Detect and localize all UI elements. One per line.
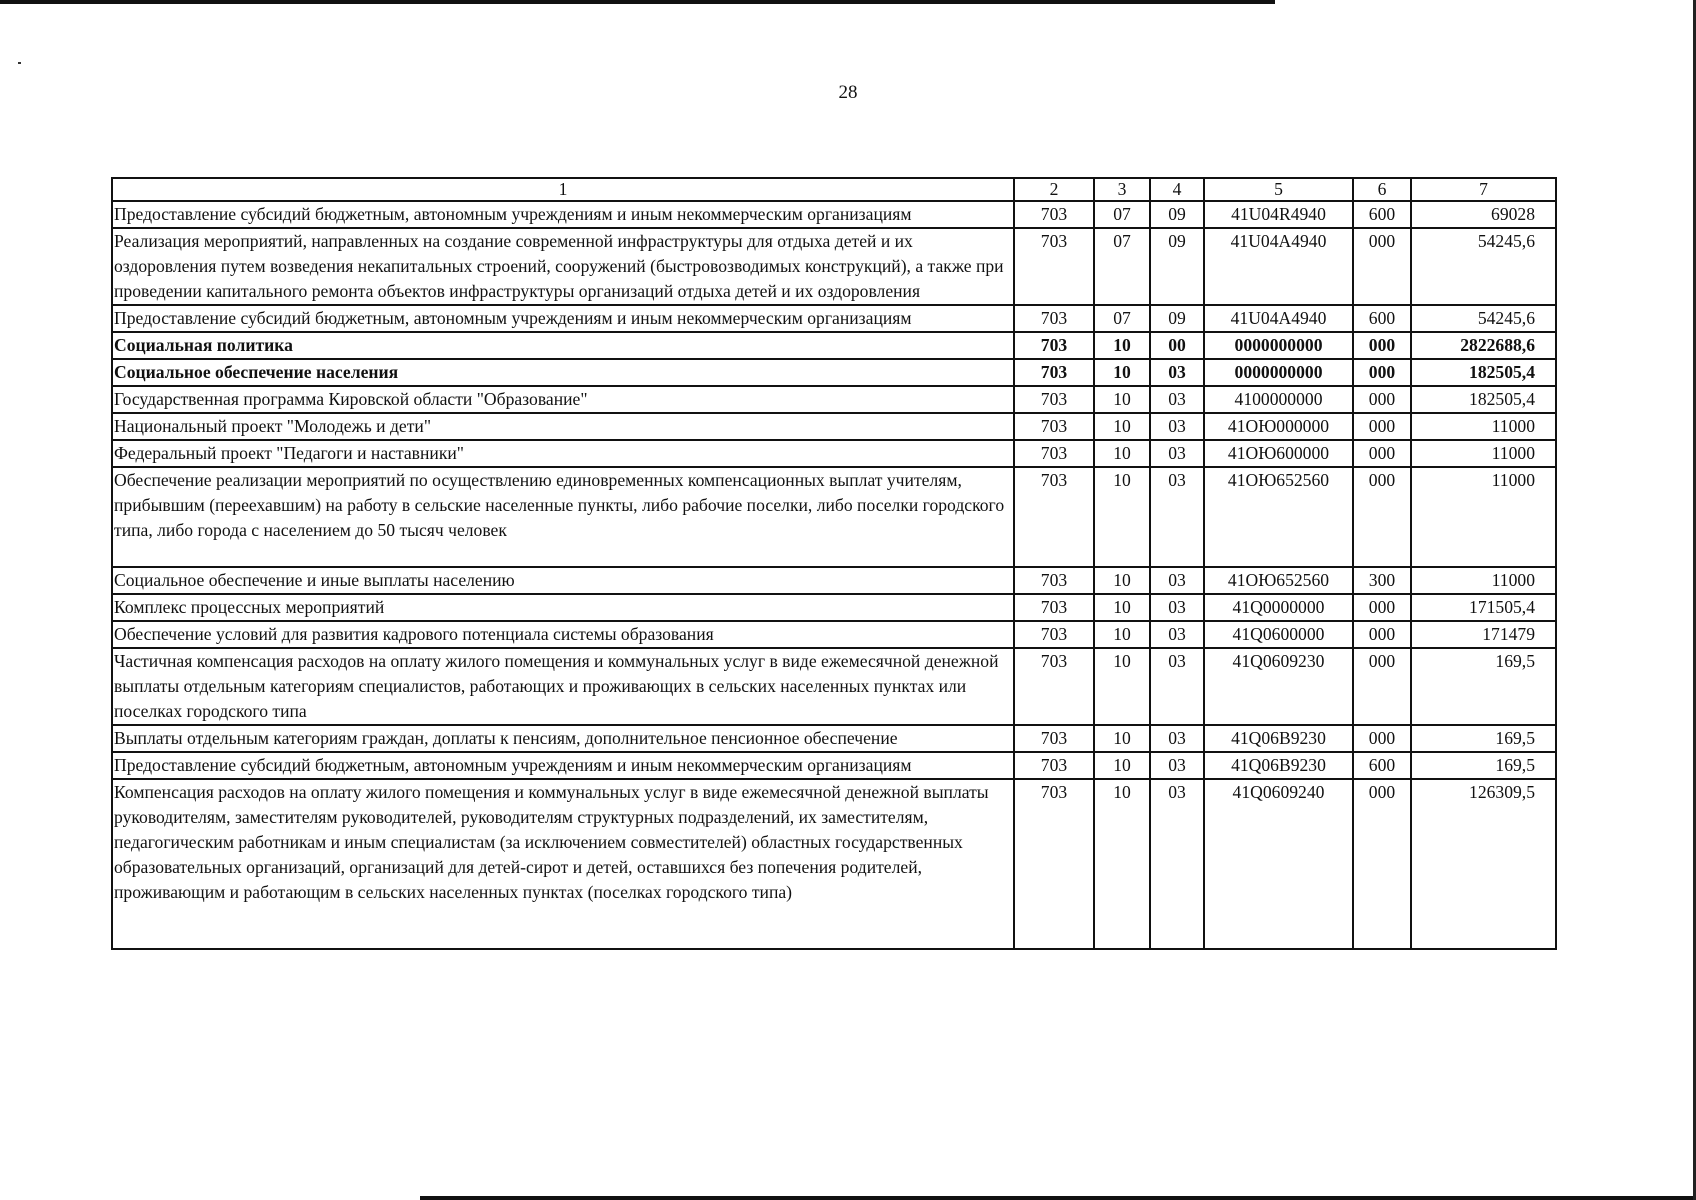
cell-amount: 2822688,6 (1411, 332, 1556, 359)
cell-code-4: 03 (1150, 725, 1204, 752)
cell-code-6: 000 (1353, 228, 1411, 305)
cell-code-4: 03 (1150, 413, 1204, 440)
cell-code-3: 10 (1094, 332, 1150, 359)
cell-code-2: 703 (1014, 594, 1094, 621)
row-name: Национальный проект "Молодежь и дети" (112, 413, 1014, 440)
cell-code-6: 600 (1353, 201, 1411, 228)
cell-code-3: 10 (1094, 779, 1150, 949)
cell-code-2: 703 (1014, 467, 1094, 567)
row-name: Предоставление субсидий бюджетным, автономным учреждениям и иным некоммерческим организациям (112, 752, 1014, 779)
column-header: 4 (1150, 178, 1204, 201)
cell-amount: 182505,4 (1411, 386, 1556, 413)
cell-amount: 11000 (1411, 440, 1556, 467)
table-row (112, 621, 1556, 648)
cell-code-2: 703 (1014, 386, 1094, 413)
cell-code-6: 600 (1353, 752, 1411, 779)
cell-code-4: 09 (1150, 305, 1204, 332)
row-name: Социальное обеспечение и иные выплаты населению (112, 567, 1014, 594)
cell-amount: 171505,4 (1411, 594, 1556, 621)
cell-amount: 54245,6 (1411, 228, 1556, 305)
row-name: Федеральный проект "Педагоги и наставники" (112, 440, 1014, 467)
cell-amount: 169,5 (1411, 648, 1556, 725)
column-header: 5 (1204, 178, 1353, 201)
cell-code-5: 41Q0600000 (1204, 621, 1353, 648)
cell-code-2: 703 (1014, 567, 1094, 594)
cell-code-3: 07 (1094, 228, 1150, 305)
table-row (112, 594, 1556, 621)
table-row (112, 386, 1556, 413)
page-number: 28 (838, 82, 858, 103)
cell-code-3: 10 (1094, 467, 1150, 567)
cell-code-4: 03 (1150, 621, 1204, 648)
row-name: Предоставление субсидий бюджетным, автономным учреждениям и иным некоммерческим организациям (112, 305, 1014, 332)
cell-code-3: 10 (1094, 621, 1150, 648)
cell-code-2: 703 (1014, 648, 1094, 725)
cell-code-3: 10 (1094, 440, 1150, 467)
cell-code-3: 10 (1094, 413, 1150, 440)
table-row (112, 359, 1556, 386)
table-row (112, 467, 1556, 567)
cell-code-4: 03 (1150, 440, 1204, 467)
cell-code-6: 000 (1353, 594, 1411, 621)
row-name: Компенсация расходов на оплату жилого помещения и коммунальных услуг в виде ежемесячной денежной выплаты руководителям, заместителям руководителей, руководителям структурных подразделений, их заместителям, педагогическим работникам и иным специалистам (за исключением совместителей) областных государственных образовательных организаций, организаций для детей-сирот и детей, оставшихся без попечения родителей, проживающим и работающим в сельских населенных пунктах (поселках городского типа) (112, 779, 1014, 949)
cell-code-3: 10 (1094, 594, 1150, 621)
table-header-row (112, 178, 1556, 201)
table-row (112, 648, 1556, 725)
cell-code-2: 703 (1014, 752, 1094, 779)
row-name: Государственная программа Кировской области "Образование" (112, 386, 1014, 413)
table-row (112, 305, 1556, 332)
cell-amount: 54245,6 (1411, 305, 1556, 332)
cell-code-5: 41Q06B9230 (1204, 725, 1353, 752)
row-name: Частичная компенсация расходов на оплату жилого помещения и коммунальных услуг в виде ежемесячной денежной выплаты отдельным категориям специалистов, работающих и проживающих в сельских населенных пунктах или поселках городского типа (112, 648, 1014, 725)
cell-code-5: 41ОЮ652560 (1204, 467, 1353, 567)
cell-code-3: 10 (1094, 648, 1150, 725)
cell-code-5: 41Q06B9230 (1204, 752, 1353, 779)
cell-code-3: 10 (1094, 752, 1150, 779)
cell-code-5: 41Q0609240 (1204, 779, 1353, 949)
cell-code-6: 000 (1353, 332, 1411, 359)
column-header: 3 (1094, 178, 1150, 201)
cell-code-2: 703 (1014, 201, 1094, 228)
cell-code-5: 4100000000 (1204, 386, 1353, 413)
cell-code-5: 41ОЮ652560 (1204, 567, 1353, 594)
cell-code-4: 03 (1150, 567, 1204, 594)
table-row (112, 413, 1556, 440)
cell-code-4: 00 (1150, 332, 1204, 359)
column-header: 2 (1014, 178, 1094, 201)
cell-code-6: 600 (1353, 305, 1411, 332)
table-row (112, 332, 1556, 359)
column-header: 7 (1411, 178, 1556, 201)
cell-code-6: 000 (1353, 386, 1411, 413)
cell-code-6: 000 (1353, 621, 1411, 648)
row-name: Предоставление субсидий бюджетным, автономным учреждениям и иным некоммерческим организациям (112, 201, 1014, 228)
table-row (112, 725, 1556, 752)
cell-code-5: 41Q0609230 (1204, 648, 1353, 725)
cell-code-4: 03 (1150, 752, 1204, 779)
cell-code-4: 09 (1150, 228, 1204, 305)
cell-code-4: 03 (1150, 467, 1204, 567)
row-name: Выплаты отдельным категориям граждан, доплаты к пенсиям, дополнительное пенсионное обеспечение (112, 725, 1014, 752)
cell-code-6: 000 (1353, 359, 1411, 386)
table-row (112, 201, 1556, 228)
cell-code-5: 0000000000 (1204, 332, 1353, 359)
cell-amount: 11000 (1411, 413, 1556, 440)
cell-code-2: 703 (1014, 228, 1094, 305)
cell-code-3: 10 (1094, 386, 1150, 413)
cell-amount: 11000 (1411, 467, 1556, 567)
cell-amount: 182505,4 (1411, 359, 1556, 386)
cell-code-2: 703 (1014, 332, 1094, 359)
table-row (112, 228, 1556, 305)
cell-code-5: 41U04R4940 (1204, 201, 1353, 228)
row-name: Комплекс процессных мероприятий (112, 594, 1014, 621)
row-name: Реализация мероприятий, направленных на создание современной инфраструктуры для отдыха детей и их оздоровления путем возведения некапитальных строений, сооружений (быстровозводимых конструкций), а также при проведении капитального ремонта объектов инфраструктуры организаций отдыха детей и их оздоровления (112, 228, 1014, 305)
table-row (112, 779, 1556, 949)
cell-code-5: 0000000000 (1204, 359, 1353, 386)
cell-code-5: 41U04A4940 (1204, 228, 1353, 305)
column-header: 6 (1353, 178, 1411, 201)
cell-code-2: 703 (1014, 359, 1094, 386)
cell-amount: 126309,5 (1411, 779, 1556, 949)
cell-code-6: 000 (1353, 413, 1411, 440)
cell-code-5: 41Q0000000 (1204, 594, 1353, 621)
table-row (112, 440, 1556, 467)
top-scan-border (0, 0, 1275, 4)
cell-code-2: 703 (1014, 440, 1094, 467)
cell-code-5: 41ОЮ000000 (1204, 413, 1353, 440)
cell-code-3: 10 (1094, 567, 1150, 594)
cell-code-4: 03 (1150, 648, 1204, 725)
cell-code-6: 000 (1353, 779, 1411, 949)
cell-code-3: 10 (1094, 359, 1150, 386)
cell-amount: 11000 (1411, 567, 1556, 594)
scan-speck (18, 62, 21, 64)
cell-code-6: 000 (1353, 648, 1411, 725)
cell-amount: 69028 (1411, 201, 1556, 228)
cell-code-6: 000 (1353, 440, 1411, 467)
cell-code-6: 000 (1353, 725, 1411, 752)
bottom-scan-border (420, 1196, 1696, 1200)
row-name: Обеспечение реализации мероприятий по осуществлению единовременных компенсационных выплат учителям, прибывшим (переехавшим) на работу в сельские населенные пункты, либо рабочие поселки, либо поселки городского типа, либо города с населением до 50 тысяч человек (112, 467, 1014, 567)
cell-amount: 169,5 (1411, 752, 1556, 779)
cell-amount: 169,5 (1411, 725, 1556, 752)
cell-code-4: 03 (1150, 594, 1204, 621)
cell-code-4: 03 (1150, 386, 1204, 413)
cell-code-3: 07 (1094, 201, 1150, 228)
row-name: Обеспечение условий для развития кадрового потенциала системы образования (112, 621, 1014, 648)
cell-code-6: 300 (1353, 567, 1411, 594)
column-header: 1 (112, 178, 1014, 201)
cell-code-2: 703 (1014, 779, 1094, 949)
cell-code-4: 03 (1150, 779, 1204, 949)
cell-amount: 171479 (1411, 621, 1556, 648)
cell-code-4: 09 (1150, 201, 1204, 228)
cell-code-5: 41U04A4940 (1204, 305, 1353, 332)
cell-code-4: 03 (1150, 359, 1204, 386)
cell-code-2: 703 (1014, 621, 1094, 648)
cell-code-2: 703 (1014, 305, 1094, 332)
cell-code-5: 41ОЮ600000 (1204, 440, 1353, 467)
cell-code-6: 000 (1353, 467, 1411, 567)
table-row (112, 567, 1556, 594)
cell-code-3: 10 (1094, 725, 1150, 752)
cell-code-3: 07 (1094, 305, 1150, 332)
table-row (112, 752, 1556, 779)
row-name: Социальная политика (112, 332, 1014, 359)
cell-code-2: 703 (1014, 413, 1094, 440)
cell-code-2: 703 (1014, 725, 1094, 752)
row-name: Социальное обеспечение населения (112, 359, 1014, 386)
budget-table (111, 177, 1557, 950)
